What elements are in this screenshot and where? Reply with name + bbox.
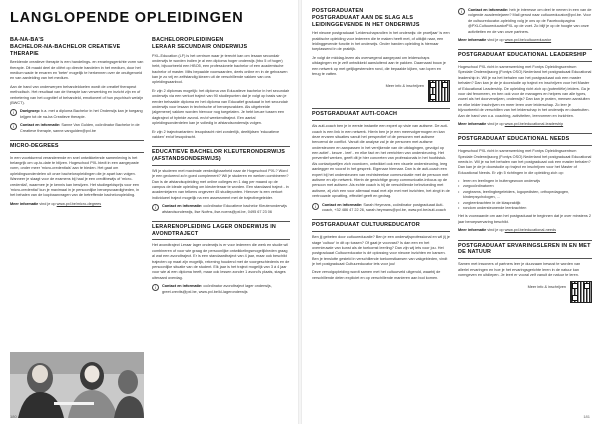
info-label: Contact en informatie: <box>322 202 363 207</box>
info-circle-icon: i <box>10 123 17 130</box>
column-c <box>312 8 450 418</box>
qr-row <box>458 281 592 303</box>
more-link[interactable]: www.pxl.be/micro-degrees <box>56 201 102 206</box>
more-info <box>458 38 592 43</box>
info-circle-icon: i <box>10 109 17 116</box>
paragraph: PXL-Education (LF) is het centrum waar je terecht kan om lesaan secundair onderwijs te worden indien je al een diploma hoger onderwijs (hbo 5 of hoger) hebt, bijvoorbeeld een HBO5, een professionele bachelor of een academische bachelor of master. Mits bepaalde voorwaarden, deels online en in de gebouwen kan je zo vrij en zelfstandig kiezen uit de verschillende vakken van ons opleidingsaanbod. <box>152 53 288 85</box>
info-body: coördinator Educatieve bachelor Kleuteronderwijs afstandsonderwijs, Ilse Noëns, ilse.noens@pxl.be, 0495 67 23 06 <box>162 204 287 214</box>
info-label: Contact en informatie: <box>20 123 61 128</box>
section-title: POSTGRADUATEN POSTGRADUAAT AAN DE SLAG ALS LEIDINGGEVENDE IN HET ONDERWIJS <box>312 8 420 28</box>
more-link[interactable]: www.pxl.be/educational-leadership <box>504 122 564 126</box>
info-text <box>162 284 290 295</box>
info-body: Sarah Heymans, coördinator postgraduaat Auti-coach, +32 486 47 22 26, sarah.heymans@pxl.be, www.pxl.be/auti-coach <box>322 202 446 212</box>
info-text <box>20 123 144 134</box>
paragraph: Beeldende creatieve therapie is een handelings- en ervaringsgerichte vorm van therapie. Dit maakt deel de cliënt op directe handelen in het medium, door het medium wade te ervaren en 'beter' mogelijk te herkennen over de onuitgeroeid en van aanleiding van het medium. <box>10 60 144 81</box>
paragraph: Als auti-coach ben je in eerste instantie een expert op visie van autisme. De auti-coach is een link in een netwerk. Hierin ben je je een meervolgermogen en kan deze ervaren situaties vanuit het perspectief of de personen met autisme benoemd de conflict. Vanuit die analyse zal je de personen met autisme ondersteunen en aanpassen in het verrijkende van de uitdagingen, gevolgd op een actief - keuze - leef - en elke fact en het verrichten van ondersteuning. Het preventief werken, geeft dit je hier concreten van professionals in het hoofdstuk. Als contactpartijen zich voordoen, ontwikkel ook een visuele ondersteuning, leeg aanlegger en vooraf in het gesprek. Eigenaar hiernaar. Dan is de auti-coach een expert bij het ondersteunen van rechtstreekse communicatie met de persoon met autisme en zijn netwerk. Hierin de gewichtige groep communicatie-infocus op de persoon met autisme. Als echte coach is hij de verschillende beïnvloeding met autisme, zij zich een voor allemaal maal met zijn met met inzichten, het zingt in de vertrouwde opvatting, effectief geeft en gedrag. <box>312 124 450 199</box>
more-label: Meer informatie <box>10 201 39 206</box>
info-label: Doelgroep: <box>20 109 41 114</box>
paragraph: Samen met inwoners of partners leer je duurzaam bewust te worden van allerlei ervaringen en hoe je het ervaringsgerichte leren in de natuur kan vormgeven en uitdiepen. Je leert er vooral zelf vanuit de natuur te leren. <box>458 262 581 277</box>
info-row <box>312 203 450 214</box>
paragraph: Ben jij gebeten door cultuureducatie? Ben je een onderwijsprofessional en wil jij je stage 'cultuur' in dit op tussen? Of gaat je voorvast? Is dan een en het overnieuwde van kunst als de toekomst leerling? Dan zijn wij iets voor jou. Het postgraduaat Cultuureducator is dé oplossing voor nieuwe inzichten en kansen. Ben je tenslotte gesteld in verschillende toekomstkansen van vakgebieden, vindt je het postgraduaat Cultuureducator iets voor jou! <box>312 235 450 267</box>
column-d <box>458 8 592 418</box>
paragraph: Het avondtraject Leraar lager onderwijs is er voor iedereen die werk en studie wil combineren of voor wie graag de persoonlijke ontwikkelingsmogelijkheden graag al wat een avondtraject. Er is een standaardtraject van 4 jaar, maar ook beschikt trajecten op maat zijn mogelijk, rekening houdend met de voorgeschiedenis en de persoonlijke situatie van de student. Elk jaar is het traject mogelijk van 3 á 4 jaar voor wie al een diploma heeft, maar ook lessen zonder 1 avond's plaats, stages uiteraard overdag. <box>152 243 290 280</box>
section-kleuteronderwijs <box>152 146 290 215</box>
qr-caption: Meer info & inschrijven <box>527 285 566 290</box>
more-info <box>458 122 592 127</box>
section-title: POSTGRADUAAT ERVARINGSLEREN IN EN MET DE NATUUR <box>458 240 592 260</box>
column-b <box>152 37 290 417</box>
info-row <box>10 109 144 120</box>
section-title: BACHELOROPLEIDINGEN LERAAR SECUNDAIR ONDERWIJS <box>152 37 248 50</box>
paragraph: Het nieuwe postgraduaat 'Leiderschapsrollen in het onderwijs: de proefjaar' is een praktische opleiding voor iedereen die te maken heeft met, of uitkijkt naar, een leidinggevende functie in het onderwijs. Onder handen opleiding is hiernaar toeplassend in de praktijk. <box>312 31 450 52</box>
list-item: • zorgcoördinatoren <box>458 184 592 189</box>
section-educational-leadership <box>458 49 592 127</box>
qr-caption: Meer info & inschrijven <box>385 84 424 89</box>
section-title: EDUCATIEVE BACHELOR KLEUTERONDERWIJS (AFSTANDSONDERWIJS) <box>152 146 290 166</box>
info-body: b.a. met a diploma Bachelor in het Onderwijs kan je toegang krijgen tot de na-ba Creatieve therapie. <box>20 109 143 119</box>
info-circle-icon: i <box>312 203 319 210</box>
info-label: Contact en informatie: <box>162 204 203 209</box>
page-title: LANGLOPENDE OPLEIDINGEN <box>10 10 244 26</box>
section-auti-coach <box>312 108 450 213</box>
more-label: Meer informatie <box>458 122 487 126</box>
more-label: Meer informatie <box>458 37 487 42</box>
section-educational-needs <box>458 133 592 233</box>
info-circle-icon: i <box>458 8 465 15</box>
info-label: Contact en informatie: <box>162 284 203 289</box>
list-item: • leren en leerlingen in buitengewoon onderwijs <box>458 179 592 184</box>
qr-code-icon[interactable] <box>570 281 592 303</box>
paragraph: Deze vervolgopleiding wordt samen met het cultuurveld uitgerold, waarbij de verschillende delen expliciet en op verschillende manieren aan bod komen. <box>312 270 441 280</box>
section-title-line-1: BA-NA-BA'S BACHELOR-NA-BACHELOR CREATIEVE THERAPIE <box>10 37 121 57</box>
section-title: MICRO-DEGREES <box>10 140 144 153</box>
paragraph: Wil je studeren met maximale verdedigbaarheid naar de Hogeschool PXL? Word je een gedurend zo'n goed complement? Wil je studeren en werken combineren? Dan is de afstandsopleiding met online colleges en 1 dag per maand op de campus de ideale opleiding om kleuterleraar te worden. Een standaard traject - in academiejaren van telkens ongeveer 45 studiepunten. Hierover is een verkort individueel traject mogelijk na een assessment met de trajectbegeleider. <box>152 168 289 200</box>
paragraph: Aan de hand van onderwerpen behandeldoelen wordt de creatief therapeut methodisch. Het resultaat van de therapie kan verwerking en inzicht zijn en of verbetering van het cognitief of behandeld, emotioneel of hun psychisch welzijn (BWCT). <box>10 84 144 105</box>
info-circle-icon: i <box>152 284 159 291</box>
info-circle-icon: i <box>152 204 159 211</box>
info-text <box>20 109 144 120</box>
section-cultuureducator-contact <box>458 8 592 43</box>
info-text <box>162 204 290 215</box>
section-ervaringsleren <box>458 240 592 304</box>
section-cultuureducator <box>312 219 450 281</box>
info-row <box>152 204 290 215</box>
more-label: Meer informatie <box>458 228 487 233</box>
paragraph: Er zijn 2 diplomas mogelijk: het diploma van Educatieve bachelor in het secundair onderwijs via een verkort traject van 90 studiepunten dat je volgt op basis van je eerder behaalde diploma en het diploma van Educatief graduaat in het secundair onderwijs voor lesaan in technische of beroepsvakken. Als uitgebreide (algemene) vakken worden hiervoor nog toegelaten. Je hebt keuze tussen een dagtraject of hybride avond- en/of weekendtraject. Een aantal opleidingsonderdelen kan je volledig in afstandsonderwijs volgen. <box>152 88 290 126</box>
page-number: 180 <box>10 414 17 419</box>
list-item: • rondom ondersteunende leerkrachten <box>458 206 592 211</box>
section-title <box>10 37 144 57</box>
paragraph: In een voortdurend veranderende en snel ontwikkelende samenleving is het belangrijk om up-to-date te blijven. Hogeschool PXL biedt in een aangepaste vorm, onder meer 'micro-credentials' aan te bieden. Het gaat om opleidingsonderdelen uit onze bacheloropleidingen die je apart kan volgen. Wanneer je slaagt voor de examens bij haal je een creditbewijs of 'micro-credential', waarmee je je kennis kan bewijzen. Het studiegeldsprijs voor een 'micro-credential' kun je maximaal in je persoonlijke beroepsvaardigheden, in het behalen van de loopbaanvragen van de betreffende bacheloropleiding. <box>10 155 140 198</box>
section-creatieve-therapie <box>10 37 144 134</box>
paragraph: Hogeschool PXL richt in samenwerking met Fontys Opleidingscentrum Speciale Onderwijszorg (Fontys OSO) Nederland het postgraduaat Educational leadership in. Wil je na het behalen van het postgraduaat ook een master behalen? Dan kan je de je doorstudie op traject en inschrijven voor het Master of Educational Leadership. De opleiding richt zich op (potentiële) leiders. Ga je voor dat fenomeen, en ben ook voor de managers en helpers van alle types, zowel als het doorverwijzen, onderwijs? Dan kan je praten, mensen aansluiten en elke leider inschrijven en meer leren over leiderschap. Zo leer je bijvoorbeeld de verschillen van het leiderschap in het onderwijs en daarbuiten. Aan de hand van o.a. coaching, activiteiten, leervormen en inzichten. <box>458 65 592 118</box>
right-page <box>302 0 600 424</box>
page-number: 181 <box>583 414 590 419</box>
section-title: POSTGRADUAAT EDUCATIONAL LEADERSHIP <box>458 49 592 62</box>
info-body: heb je interesse om deel te nemen in een van de volgende academiejaren? Mail gerust naar cultuureducator@pxl.be. Voor de cultuureducator-opleiding volg je ons op de Facebookpagina @PXLCultuureducatorPXL op de voet. Zo blijf je op de hoogte van onze activiteiten en de van onze partners. <box>468 8 592 34</box>
section-title: POSTGRADUAAT EDUCATIONAL NEEDS <box>458 133 592 146</box>
paragraph: Je volgt de middag-lezen als overwegend aangepast om leiderschaps uitdagingen en je zelf ontwikkeld aansluitend aan te pakken. Daarnaast bouw je een netwerk op met gelijkgestemden rond, die bepaalde kijken, van lopen en terug te vatten. <box>312 55 446 76</box>
bullet-list <box>458 179 592 211</box>
list-item: • zorgteams, leerlingbegeleiders, logopedisten, orthopedagogen, kinderpsychologen, ... <box>458 190 592 201</box>
info-row <box>458 8 592 35</box>
section-lager-onderwijs-avond <box>152 221 290 295</box>
more-info <box>10 202 144 207</box>
info-label: Contact en informatie: <box>468 8 509 12</box>
more-link[interactable]: www.pxl.be/educational-needs <box>504 228 556 233</box>
info-body: Sanne Van Gulden, coördinator Bachelor in de Creatieve therapie, sanne.vangulden@pxl.be <box>20 123 140 133</box>
info-text <box>468 8 592 35</box>
paragraph: Hogeschool PXL richt in samenwerking met Fontys Opleidingscentrum Speciale Onderwijszorg (Fontys OSO) Nederland het postgraduaat Educational needs in. Wil je na het behalen van het postgraduaat ook een master behalen? Dan kan je de je doorstudie op traject en inschrijven voor het Master of Educational Needs. Er zijn 5 richtingen in die opleiding zich op: <box>458 149 592 175</box>
info-row <box>152 284 290 295</box>
qr-code-icon[interactable] <box>428 80 450 102</box>
left-page <box>0 0 298 424</box>
paragraph: Het is voorwaarde om aan het postgraduaat te beginnen dat je over minstens 2 jaar beroepservaring beschikt. <box>458 214 591 224</box>
section-title: LERARENOPLEIDING LAGER ONDERWIJS IN AVONDTRAJECT <box>152 221 290 241</box>
info-text <box>322 203 450 214</box>
students-photo <box>10 352 144 418</box>
section-title: POSTGRADUAAT CULTUUREDUCATOR <box>312 219 450 232</box>
section-title: POSTGRADUAAT AUTI-COACH <box>312 108 450 121</box>
more-info <box>458 228 592 233</box>
qr-row <box>312 80 450 102</box>
info-body: coördinator avondtraject lager onderwijs, greet.crevits@pxl.be, www.pxl.be/kl-lageronderwijs <box>162 284 272 294</box>
section-leraar-secundair <box>152 37 290 140</box>
more-text: vind je op <box>487 122 504 126</box>
section-micro-degrees <box>10 140 144 207</box>
info-row <box>10 123 144 134</box>
more-text: vind je op <box>487 37 504 42</box>
paragraph: Er zijn 2 trajectvarianten: lesopdracht niet zonderlijk, deeltijdsen 'educatieve vakken' en/of lesopdracht. <box>152 129 280 139</box>
more-text: vind je op <box>487 228 504 233</box>
list-item: • zorgleerkrachten in de klaspraktijk <box>458 201 592 206</box>
more-link[interactable]: www.pxl.be/cultuureducator <box>504 37 552 42</box>
column-a <box>10 37 144 352</box>
section-leidinggevende <box>312 8 450 102</box>
more-text: vind je op <box>39 201 56 206</box>
